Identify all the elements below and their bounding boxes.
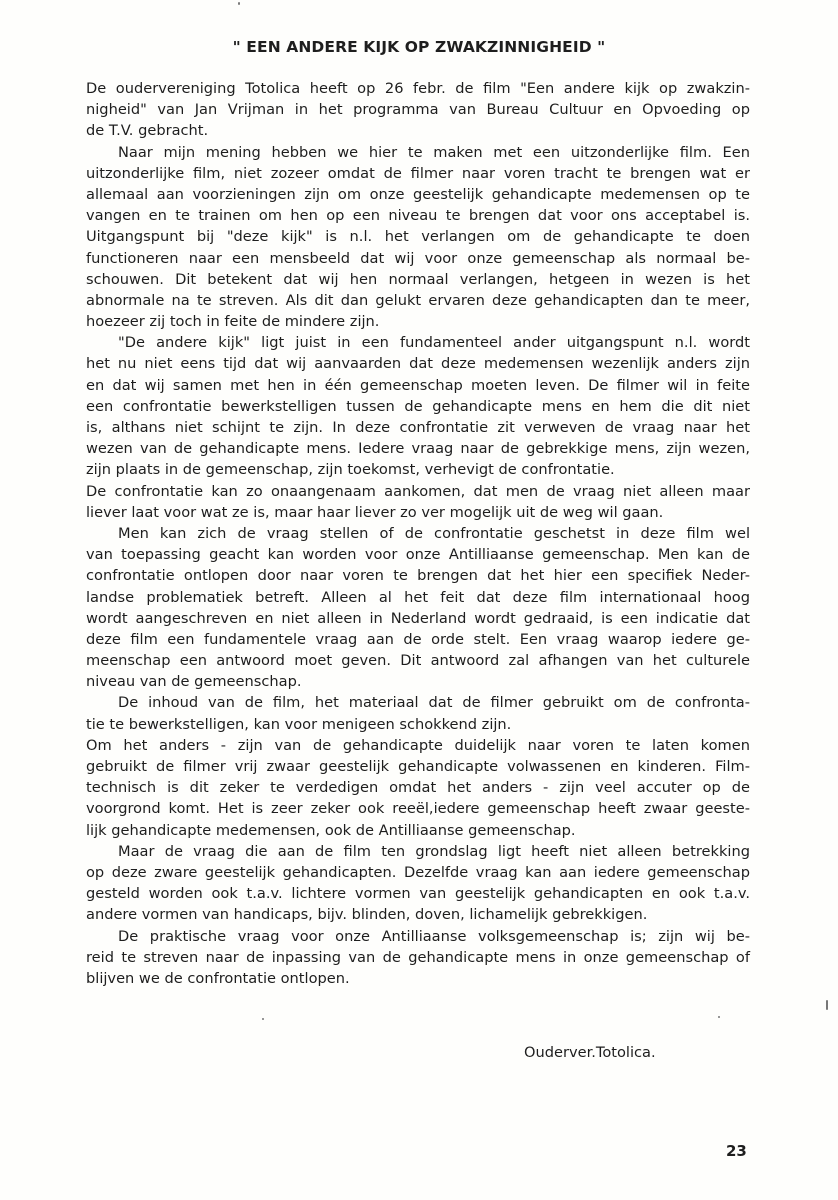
article-body	[86, 78, 750, 989]
text-line: niveau van de gemeenschap.	[86, 673, 302, 691]
text-line: uitzonderlijke film, niet zozeer omdat de filmer naar voren tracht te brengen wat er	[86, 164, 750, 182]
text-line: Maar de vraag die aan de film ten grondslag ligt heeft niet alleen betrekking	[118, 842, 750, 860]
text-line: Naar mijn mening hebben we hier te maken met een uitzonderlijke film. Een	[118, 143, 750, 161]
text-line: andere vormen van handicaps, bijv. blinden, doven, lichamelijk gebrekkigen.	[86, 906, 648, 924]
text-line: abnormale na te streven. Als dit dan gelukt ervaren deze gehandicapten dan te meer,	[86, 291, 750, 309]
text-line: en dat wij samen met hen in één gemeenschap moeten leven. De filmer wil in feite	[86, 376, 750, 394]
text-line: deze film een fundamentele vraag aan de orde stelt. Een vraag waarop iedere ge-	[86, 630, 750, 648]
text-line: schouwen. Dit betekent dat wij hen normaal verlangen, hetgeen in wezen is het	[86, 270, 750, 288]
text-line: van toepassing geacht kan worden voor onze Antilliaanse gemeenschap. Men kan de	[86, 546, 750, 564]
text-line: lijk gehandicapte medemensen, ook de Antilliaanse gemeenschap.	[86, 821, 576, 839]
text-line: de T.V. gebracht.	[86, 122, 209, 140]
text-line: een confrontatie bewerkstelligen tussen de gehandicapte mens en hem die dit niet	[86, 397, 750, 415]
scan-speck	[718, 1016, 720, 1018]
text-line: gebruikt de filmer vrij zwaar geestelijk gehandicapte volwassenen en kinderen. Film-	[86, 758, 750, 775]
text-line: De inhoud van de film, het materiaal dat de filmer gebruikt om de confronta-	[118, 694, 750, 712]
scan-speck	[238, 2, 240, 5]
text-line: functioneren naar een mensbeeld dat wij voor onze gemeenschap als normaal be-	[86, 249, 750, 267]
text-line: Men kan zich de vraag stellen of de confrontatie geschetst in deze film wel	[118, 524, 750, 542]
text-line: liever laat voor wat ze is, maar haar liever zo ver mogelijk uit de weg wil gaan.	[86, 503, 664, 521]
text-line: allemaal aan voorzieningen zijn om onze geestelijk gehandicapte medemensen op te	[86, 185, 750, 203]
text-line: landse problematiek betreft. Alleen al het feit dat deze film internationaal hoog	[86, 588, 750, 606]
text-line: Uitgangspunt bij "deze kijk" is n.l. het verlangen om de gehandicapte te doen	[86, 228, 750, 246]
signature: Ouderver.Totolica.	[524, 1044, 656, 1061]
scan-speck	[262, 1018, 264, 1020]
text-line: technisch is dit zeker te verdedigen omdat het anders - zijn veel accuter op de	[86, 779, 750, 797]
text-line: De praktische vraag voor onze Antilliaanse volksgemeenschap is; zijn wij be-	[118, 927, 750, 945]
text-line: wezen van de gehandicapte mens. Iedere vraag naar de gebrekkige mens, zijn wezen,	[86, 440, 750, 458]
text-line: tie te bewerkstelligen, kan voor menigeen schokkend zijn.	[86, 715, 512, 733]
text-line: hoezeer zij toch in feite de mindere zijn.	[86, 313, 380, 331]
article-title: " EEN ANDERE KIJK OP ZWAKZINNIGHEID "	[232, 38, 606, 56]
text-line: Om het anders - zijn van de gehandicapte duidelijk naar voren te laten komen	[86, 736, 750, 754]
text-line: het nu niet eens tijd dat wij aanvaarden dat deze medemensen wezenlijk anders zijn	[86, 355, 750, 373]
text-line: vangen en te trainen om hen op een niveau te brengen dat voor ons acceptabel is.	[86, 207, 750, 225]
text-line: nigheid" van Jan Vrijman in het programma van Bureau Cultuur en Opvoeding op	[86, 101, 750, 119]
text-line: is, althans niet schijnt te zijn. In deze confrontatie zit verweven de vraag naar het	[86, 419, 750, 436]
text-line: De confrontatie kan zo onaangenaam aankomen, dat men de vraag niet alleen maar	[86, 482, 750, 500]
text-line: "De andere kijk" ligt juist in een fundamenteel ander uitgangspunt n.l. wordt	[118, 334, 750, 352]
text-line: wordt aangeschreven en niet alleen in Nederland wordt gedraaid, is een indicatie dat	[86, 609, 750, 627]
text-line: gesteld worden ook t.a.v. lichtere vormen van geestelijk gehandicapten en ook t.a.v.	[86, 885, 750, 903]
text-line: zijn plaats in de gemeenschap, zijn toekomst, verhevigt de confrontatie.	[86, 461, 615, 479]
text-line: De oudervereniging Totolica heeft op 26 febr. de film "Een andere kijk op zwakzin-	[86, 80, 750, 97]
text-line: op deze zware geestelijk gehandicapten. Dezelfde vraag kan aan iedere gemeenschap	[86, 863, 750, 881]
page-number: 23	[726, 1142, 747, 1160]
text-line: confrontatie ontlopen door naar voren te brengen dat het hier een specifiek Neder-	[86, 567, 750, 585]
text-line: meenschap een antwoord moet geven. Dit antwoord zal afhangen van het culturele	[86, 652, 750, 670]
scan-speck	[826, 1000, 828, 1010]
text-line: reid te streven naar de inpassing van de gehandicapte mens in onze gemeenschap of	[86, 948, 750, 966]
text-line: blijven we de confrontatie ontlopen.	[86, 969, 350, 987]
text-line: voorgrond komt. Het is zeer zeker ook reeël,iedere gemeenschap heeft zwaar geeste-	[86, 800, 750, 818]
